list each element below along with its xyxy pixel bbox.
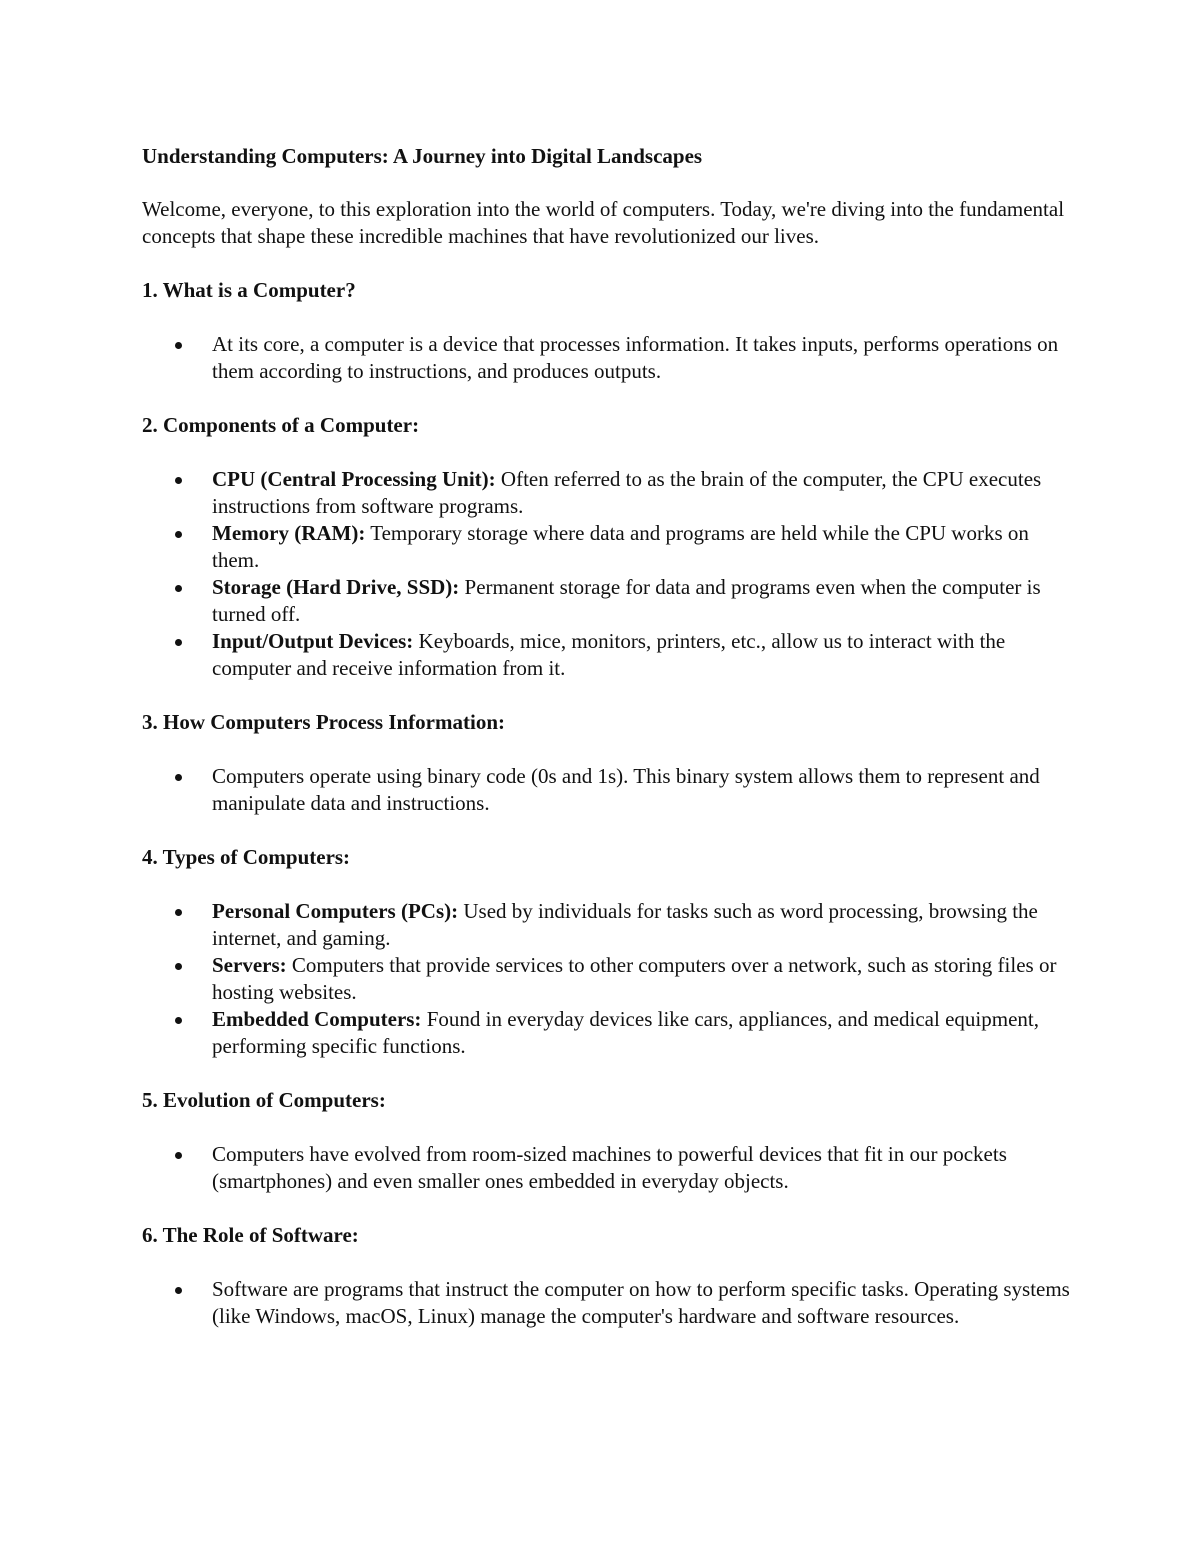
list-item-text: Often referred to as the brain of the computer, the CPU executes instructions from software programs.: [212, 467, 1042, 518]
section-heading: 4. Types of Computers:: [142, 845, 351, 869]
bullet-list: [142, 331, 1072, 385]
list-item-text: Keyboards, mice, monitors, printers, etc., allow us to interact with the computer and receive information from it.: [212, 629, 1006, 680]
bullet-icon: [175, 774, 182, 781]
list-item: [142, 1141, 1072, 1195]
list-item-term: Memory (RAM):: [212, 521, 366, 545]
bullet-list: [142, 1141, 1072, 1195]
section-heading: 3. How Computers Process Information:: [142, 710, 505, 734]
document-page: [142, 143, 1072, 1357]
list-item-text: Software are programs that instruct the computer on how to perform specific tasks. Operating systems (like Windows, macOS, Linux) manage the computer's hardware and software resources.: [212, 1277, 1070, 1328]
list-item-text: Computers have evolved from room-sized machines to powerful devices that fit in our pockets (smartphones) and even smaller ones embedded in everyday objects.: [212, 1142, 1007, 1193]
bullet-icon: [175, 1287, 182, 1294]
bullet-icon: [175, 909, 182, 916]
list-item-term: Servers:: [212, 953, 287, 977]
list-item-text: Computers operate using binary code (0s and 1s). This binary system allows them to represent and manipulate data and instructions.: [212, 764, 1040, 815]
bullet-list: [142, 898, 1072, 1060]
document-title: Understanding Computers: A Journey into Digital Landscapes: [142, 144, 703, 168]
list-item: [142, 574, 1072, 628]
section-heading: 5. Evolution of Computers:: [142, 1088, 386, 1112]
section-heading: 6. The Role of Software:: [142, 1223, 359, 1247]
list-item-text: Used by individuals for tasks such as word processing, browsing the internet, and gaming.: [212, 899, 1038, 950]
list-item-text: At its core, a computer is a device that processes information. It takes inputs, performs operations on them according to instructions, and produces outputs.: [212, 332, 1059, 383]
list-item: [142, 466, 1072, 520]
list-item-text: Computers that provide services to other computers over a network, such as storing files or hosting websites.: [212, 953, 1057, 1004]
list-item-text: Temporary storage where data and programs are held while the CPU works on them.: [212, 521, 1029, 572]
section-heading: 2. Components of a Computer:: [142, 413, 420, 437]
list-item-text: Found in everyday devices like cars, appliances, and medical equipment, performing specific functions.: [212, 1007, 1039, 1058]
list-item: [142, 520, 1072, 574]
list-item-term: CPU (Central Processing Unit):: [212, 467, 496, 491]
section-heading: 1. What is a Computer?: [142, 278, 356, 302]
list-item-term: Embedded Computers:: [212, 1007, 422, 1031]
list-item: [142, 952, 1072, 1006]
bullet-icon: [175, 1152, 182, 1159]
bullet-icon: [175, 342, 182, 349]
bullet-icon: [175, 963, 182, 970]
list-item-term: Input/Output Devices:: [212, 629, 414, 653]
list-item-term: Storage (Hard Drive, SSD):: [212, 575, 460, 599]
list-item: [142, 331, 1072, 385]
bullet-icon: [175, 585, 182, 592]
bullet-list: [142, 1276, 1072, 1330]
list-item: [142, 628, 1072, 682]
list-item-text: Permanent storage for data and programs even when the computer is turned off.: [212, 575, 1041, 626]
bullet-icon: [175, 639, 182, 646]
list-item: [142, 1006, 1072, 1060]
bullet-list: [142, 763, 1072, 817]
list-item: [142, 1276, 1072, 1330]
bullet-list: [142, 466, 1072, 682]
bullet-icon: [175, 477, 182, 484]
bullet-icon: [175, 531, 182, 538]
intro-paragraph: Welcome, everyone, to this exploration into the world of computers. Today, we're diving into the fundamental concepts that shape these incredible machines that have revolutionized our lives.: [142, 197, 1065, 248]
sections-container: [142, 277, 1072, 1330]
bullet-icon: [175, 1017, 182, 1024]
list-item: [142, 763, 1072, 817]
list-item: [142, 898, 1072, 952]
list-item-term: Personal Computers (PCs):: [212, 899, 459, 923]
